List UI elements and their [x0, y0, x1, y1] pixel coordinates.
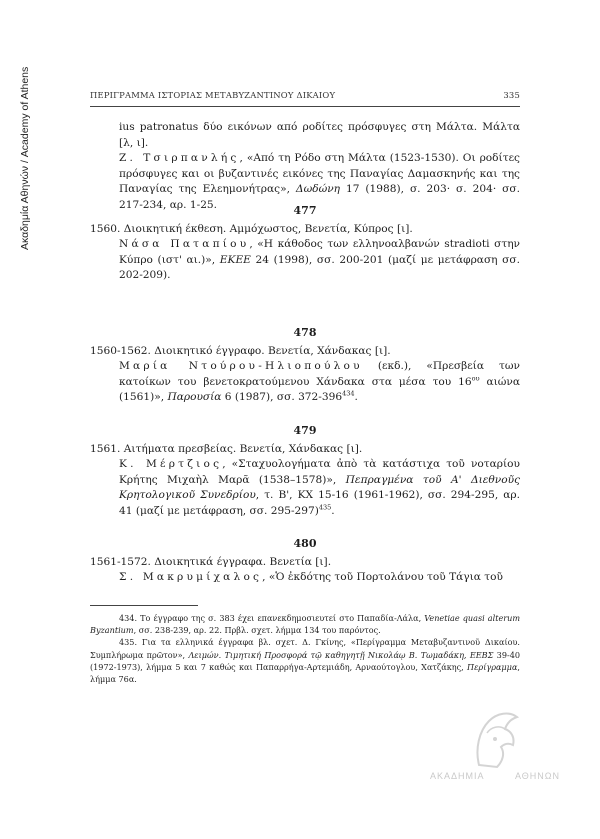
- entry-head: 1561. Αιτήματα πρεσβείας. Βενετία, Χάνδακας [ι].: [90, 442, 363, 455]
- continuation-block: [90, 120, 520, 214]
- citation-author: Ζ. Τσιρπανλής: [119, 152, 240, 165]
- citation-author: Νάσα Παταπίου: [119, 238, 250, 251]
- entry-head: 1560-1562. Διοικητικό έγγραφο. Βενετία, Χάνδακας [ι].: [90, 344, 391, 357]
- citation-journal: Δωδώνη: [295, 183, 341, 196]
- footnote-435: [90, 636, 520, 685]
- citation-journal: Πεπραγμένα τοῦ Α' Διεθνοῦς Κρητολογικοῦ Συνεδρίου: [119, 473, 520, 502]
- citation-text: (εκδ.), «Πρεσβεία των κατοίκων του βενετοκρατούμενου Χάνδακα στα μέσα του 16: [119, 360, 520, 388]
- watermark-right-text: ΑΘΗΝΩΝ: [514, 771, 560, 781]
- entry-head: 1560. Διοικητική έκθεση. Αμμόχωστος, Βενετία, Κύπρος [ι].: [90, 222, 413, 235]
- footnote-ref[interactable]: 435: [318, 503, 332, 512]
- entry-citation: [90, 237, 520, 284]
- citation-text: , «Από τη Ρόδο στη Μάλτα (1523-1530). Οι ροδίτες πρόσφυγες και οι βυζαντινές εικόνες της Παναγίας Δαμασκηνής και της Παναγίας της Ελεημονήτρας»,: [119, 152, 520, 196]
- superscript: ου: [471, 374, 480, 383]
- citation-journal: ΕΚΕΕ: [219, 253, 251, 266]
- entry-head: 1561-1572. Διοικητικά έγγραφα. Βενετία [ι].: [90, 555, 332, 568]
- entry-479: [90, 423, 520, 520]
- footnote-text: , λήμμα 76α.: [90, 661, 520, 685]
- header-rule: [90, 106, 520, 107]
- citation-author: Μαρία Ντούρου-Ηλιοπούλου: [119, 360, 363, 373]
- continuation-line: ius patronatus δύο εικόνων από ροδίτες πρόσφυγες στη Μάλτα. Μάλτα [λ, ι].: [119, 121, 520, 149]
- running-title: ΠΕΡΙΓΡΑΜΜΑ ΙΣΤΟΡΙΑΣ ΜΕΤΑΒΥΖΑΝΤΙΝΟΥ ΔΙΚΑΙΟΥ: [90, 90, 336, 100]
- entry-number: 477: [293, 204, 317, 217]
- citation-text: , τ. Β', ΚΧ 15-16 (1961-1962), σσ. 294-295, αρ. 41 (μαζί με μετάφραση, σσ. 295-297): [119, 489, 520, 517]
- citation-author: Σ. Μακρυμίχαλος: [119, 571, 263, 584]
- entry-477: [90, 203, 520, 284]
- citation-text: 17 (1988), σ. 203· σ. 204· σσ. 217-234, αρ. 1-25.: [119, 183, 520, 211]
- entry-number: 478: [293, 326, 317, 339]
- citation-text: αιώνα (1561)»,: [119, 375, 520, 404]
- footnote-title: Περίγραμμα: [467, 661, 518, 672]
- running-head: [90, 90, 520, 104]
- entry-citation: [90, 457, 520, 519]
- citation-text: .: [331, 504, 335, 517]
- citation-journal: Παρουσία: [167, 391, 222, 404]
- footnote-text: 39-40 (1972-1973), λήμμα 5 και 7 καθώς και Παπαρρήγα-Αρτεμιάδη, Αρναούτογλου, Χατζάκης,: [90, 649, 521, 672]
- footnote-text: , σσ. 238-239, αρ. 22. Πρβλ. σχετ. λήμμα 134 του παρόντος.: [133, 625, 381, 636]
- citation-text: , «Η κάθοδος των ελληνοαλβανών stradioti στην Κύπρο (ιστ' αι.)»,: [119, 238, 520, 266]
- entry-citation: [90, 570, 520, 586]
- entry-480: [90, 536, 520, 586]
- entry-number: 479: [293, 424, 317, 437]
- footnote-ref[interactable]: 434: [342, 389, 355, 398]
- citation-text: , «Σταχυολογήματα ἀπὸ τὰ κατάστιχα τοῦ νοταρίου Κρήτης Μιχαὴλ Μαρᾶ (1538–1578)»,: [119, 458, 520, 486]
- footnote-title: Λειμών. Τιμητική Προσφορά τῷ καθηγητῇ Νικολάῳ Β. Τωμαδάκη, ΕΕΒΣ: [188, 649, 494, 660]
- entry-citation: [90, 359, 520, 406]
- academy-watermark: [430, 703, 560, 803]
- entry-478: [90, 325, 520, 406]
- watermark-left-text: ΑΚΑΔΗΜΙΑ: [430, 771, 485, 781]
- citation-text: .: [354, 391, 358, 404]
- footnote-434: [90, 612, 520, 636]
- side-label: Ακαδημία Αθηνών / Academy of Athens: [19, 66, 31, 250]
- footnote-rule: [90, 605, 198, 606]
- citation-author: Κ. Μέρτζιος: [119, 458, 223, 471]
- entry-number: 480: [293, 537, 317, 550]
- footnote-text: 435. Για τα ελληνικά έγγραφα βλ. σχετ. Δ. Γκίνης, «Περίγραμμα Μεταβυζαντινοῦ Δικαίου. Συμπλήρωμα πρῶτον»,: [90, 637, 520, 660]
- footnote-text: 434. Το έγγραφο της σ. 383 έχει επανεκδημοσιευτεί στο Παπαδία-Λάλα,: [119, 613, 425, 623]
- page-number: 335: [503, 90, 520, 100]
- citation-text: 24 (1998), σσ. 200-201 (μαζί με μετάφραση σσ. 202-209).: [119, 253, 520, 282]
- athena-head-icon: [465, 703, 527, 773]
- citation-text: , «Ὁ ἐκδότης τοῦ Πορτολάνου τοῦ Τάγια τοῦ: [262, 571, 503, 584]
- citation-text: 6 (1987), σσ. 372-396: [221, 391, 343, 404]
- footnotes: [90, 612, 520, 685]
- footnote-title: Venetiae quasi alterum Byzantium: [90, 613, 521, 636]
